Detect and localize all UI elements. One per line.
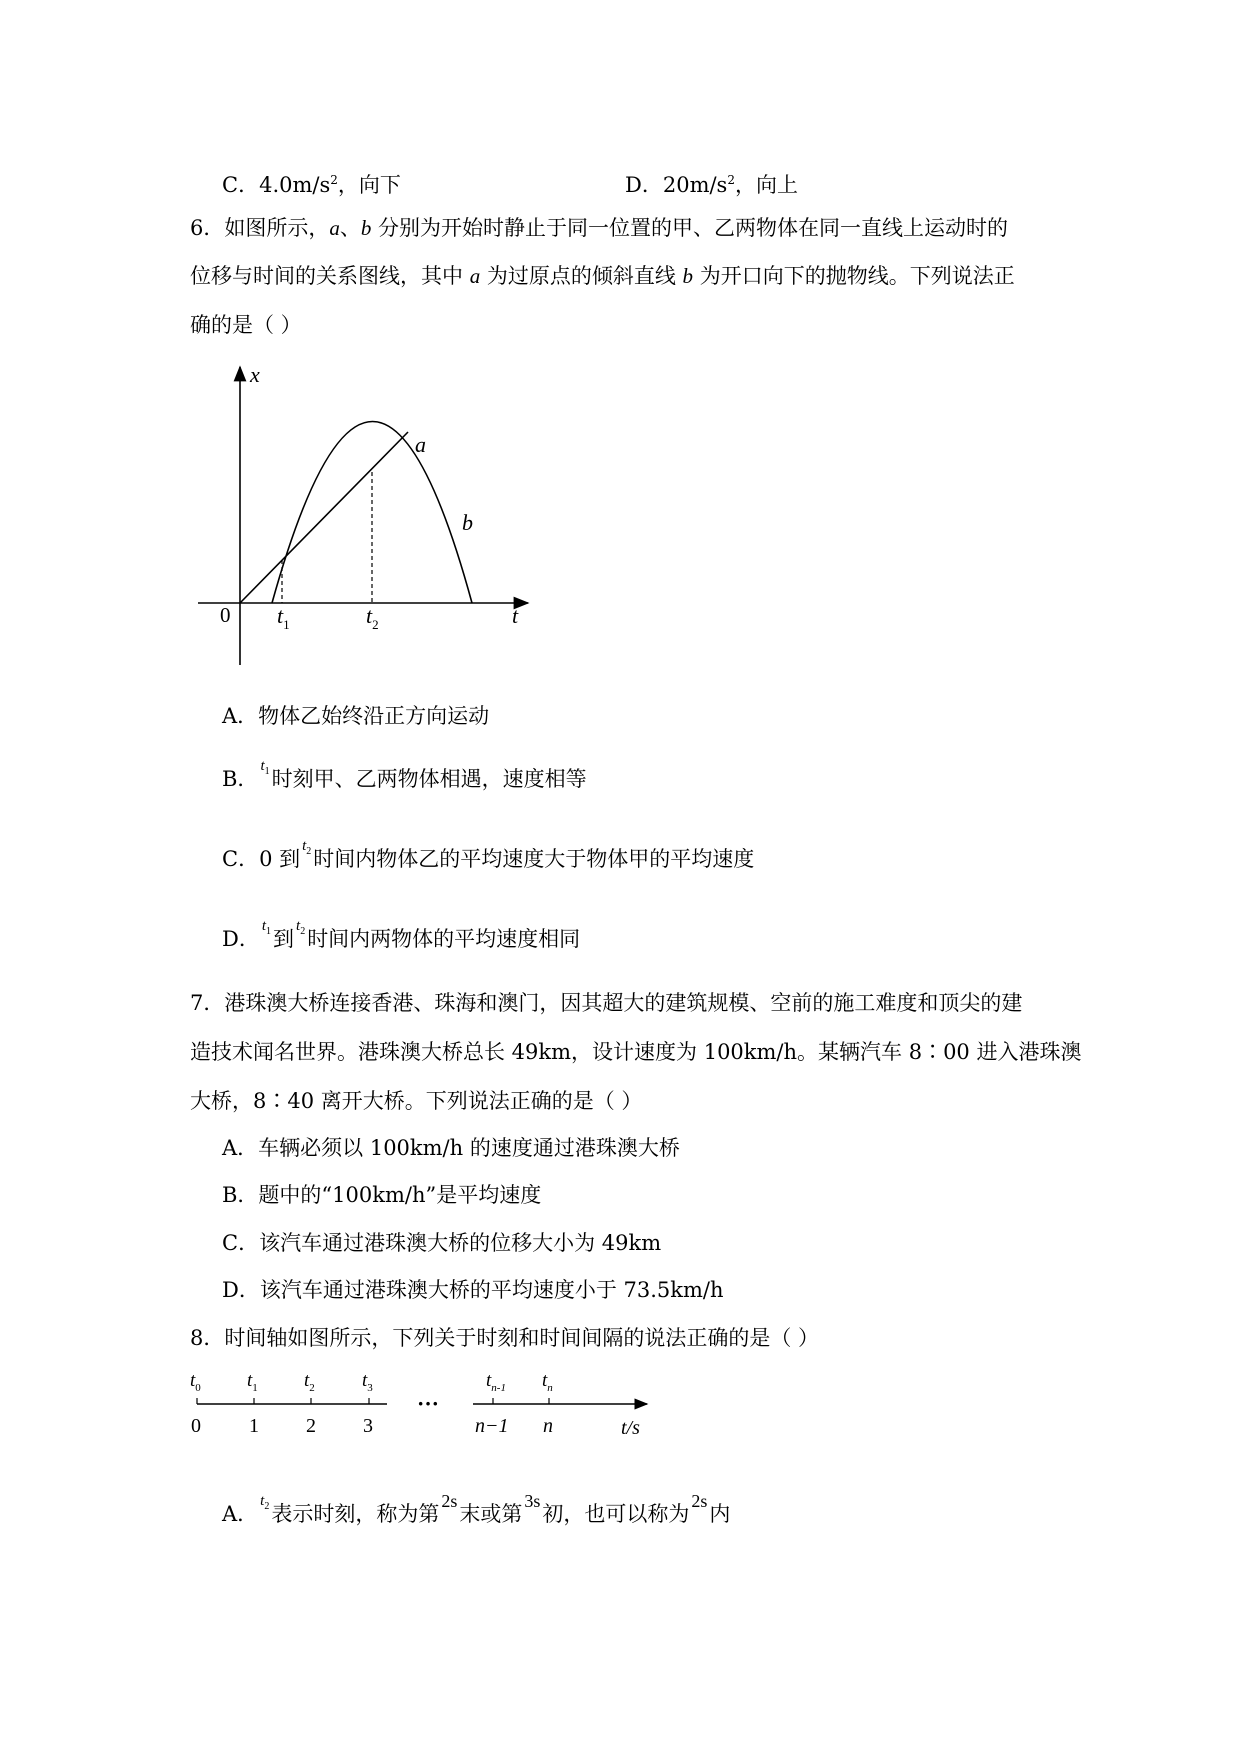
axis-ellipsis: ··· bbox=[417, 1391, 440, 1416]
t2-symbol: $t_2$ bbox=[302, 838, 312, 857]
q8-option-a-text: 末或第 bbox=[459, 1502, 523, 1526]
q6-option-c bbox=[222, 838, 755, 882]
q6-option-d bbox=[222, 918, 581, 962]
q5-option-d-letter: D． bbox=[625, 173, 663, 197]
q5-option-d bbox=[625, 166, 798, 199]
t1-symbol: $t_1$ bbox=[261, 918, 272, 937]
q6-stem-line1 bbox=[190, 214, 1008, 242]
q6-var-b: b bbox=[682, 264, 694, 288]
t1-symbol: $t_1$ bbox=[260, 758, 270, 777]
q7-stem-line3: 大桥，8∶40 离开大桥。下列说法正确的是（ ） bbox=[190, 1089, 643, 1113]
axis-number-n-1: n−1 bbox=[475, 1415, 509, 1437]
q6-sep: 、 bbox=[339, 216, 361, 240]
q6-option-b bbox=[222, 758, 587, 802]
q5-option-c-letter: C． bbox=[222, 173, 260, 197]
q6-option-a: A．物体乙始终沿正方向运动 bbox=[222, 704, 490, 728]
q6-stem-text: 6．如图所示， bbox=[190, 216, 330, 240]
t2-symbol: $t_2$ bbox=[260, 1493, 270, 1512]
q6-stem-text: 为开口向下的抛物线。下列说法正 bbox=[693, 264, 1015, 288]
q6-stem-line2 bbox=[190, 262, 1015, 290]
q6-var-b: b bbox=[360, 216, 372, 240]
q6-option-b-letter: B． bbox=[222, 767, 259, 791]
axis-number-3: 3 bbox=[363, 1415, 373, 1437]
q6-var-a: a bbox=[329, 216, 340, 240]
q7-option-a: A．车辆必须以 100km/h 的速度通过港珠澳大桥 bbox=[222, 1136, 680, 1160]
q8-time-axis bbox=[185, 1362, 665, 1442]
q8-option-a-text: 初，也可以称为 bbox=[542, 1502, 690, 1526]
parabola-b bbox=[272, 422, 472, 604]
t2-label: $t_2$ bbox=[366, 603, 379, 632]
q8-stem-line1: 8．时间轴如图所示，下列关于时刻和时间间隔的说法正确的是（ ） bbox=[190, 1326, 820, 1350]
q8-option-a-letter: A． bbox=[222, 1502, 259, 1526]
t-axis-label: t bbox=[512, 603, 519, 628]
q8-option-a bbox=[222, 1491, 731, 1537]
q7-option-b: B．题中的“100km/h”是平均速度 bbox=[222, 1183, 542, 1207]
tick-label-t2: $t_2$ bbox=[304, 1370, 315, 1394]
tick-label-t3: $t_3$ bbox=[362, 1370, 373, 1394]
line-a bbox=[240, 432, 408, 603]
q6-stem-text: 为过原点的倾斜直线 bbox=[480, 264, 683, 288]
q6-option-d-mid: 到 bbox=[273, 927, 295, 951]
q6-option-d-text: 时间内两物体的平均速度相同 bbox=[307, 927, 581, 951]
q6-option-b-text: 时刻甲、乙两物体相遇，速度相等 bbox=[271, 767, 587, 791]
q8-option-a-3s: 3s bbox=[524, 1491, 541, 1511]
tick-label-t1: $t_1$ bbox=[247, 1370, 258, 1394]
q6-stem-line3: 确的是（ ） bbox=[190, 313, 302, 337]
t2-symbol: $t_2$ bbox=[296, 918, 306, 937]
q5-option-c-sup: 2 bbox=[330, 173, 338, 187]
tick-label-tn-1: $t_{n-1}$ bbox=[486, 1370, 506, 1394]
origin-label: 0 bbox=[220, 603, 231, 627]
q6-option-d-letter: D． bbox=[222, 927, 260, 951]
q5-option-c-value: 4.0m/s bbox=[259, 173, 331, 197]
t1-label: $t_1$ bbox=[277, 603, 290, 632]
q8-option-a-2s: 2s bbox=[441, 1491, 458, 1511]
axis-number-2: 2 bbox=[306, 1415, 316, 1437]
parabola-b-label: b bbox=[462, 510, 473, 535]
axis-number-0: 0 bbox=[191, 1415, 201, 1437]
q5-option-d-dir: ，向上 bbox=[734, 173, 798, 197]
axis-number-n: n bbox=[543, 1415, 553, 1437]
tick-label-tn: $t_n$ bbox=[542, 1370, 553, 1394]
x-axis-label: x bbox=[250, 362, 260, 387]
q5-option-c bbox=[222, 166, 401, 199]
line-a-label: a bbox=[415, 432, 426, 457]
axis-number-1: 1 bbox=[249, 1415, 259, 1437]
q7-stem-line1: 7．港珠澳大桥连接香港、珠海和澳门，因其超大的建筑规模、空前的施工难度和顶尖的建 bbox=[190, 991, 1023, 1015]
q5-option-d-sup: 2 bbox=[727, 173, 735, 187]
q5-option-c-dir: ，向下 bbox=[337, 173, 401, 197]
q5-option-d-value: 20m/s bbox=[662, 173, 728, 197]
q6-option-c-letter: C．0 到 bbox=[222, 847, 301, 871]
tick-label-t0: $t_0$ bbox=[190, 1370, 201, 1394]
q8-option-a-text: 内 bbox=[709, 1502, 731, 1526]
q6-stem-text: 分别为开始时静止于同一位置的甲、乙两物体在同一直线上运动时的 bbox=[371, 216, 1009, 240]
q8-option-a-text: 表示时刻，称为第 bbox=[271, 1502, 440, 1526]
q6-var-a: a bbox=[469, 264, 481, 288]
q6-graph bbox=[190, 360, 540, 670]
q6-stem-text: 位移与时间的关系图线，其中 bbox=[190, 264, 470, 288]
axis-unit-label: t/s bbox=[621, 1417, 640, 1439]
q6-option-c-text: 时间内物体乙的平均速度大于物体甲的平均速度 bbox=[313, 847, 755, 871]
q8-option-a-2s: 2s bbox=[691, 1491, 708, 1511]
q7-stem-line2: 造技术闻名世界。港珠澳大桥总长 49km，设计速度为 100km/h。某辆汽车 8∶00 进入港珠澳 bbox=[190, 1040, 1082, 1064]
q7-option-d: D．该汽车通过港珠澳大桥的平均速度小于 73.5km/h bbox=[222, 1278, 724, 1302]
q7-option-c: C．该汽车通过港珠澳大桥的位移大小为 49km bbox=[222, 1231, 662, 1255]
